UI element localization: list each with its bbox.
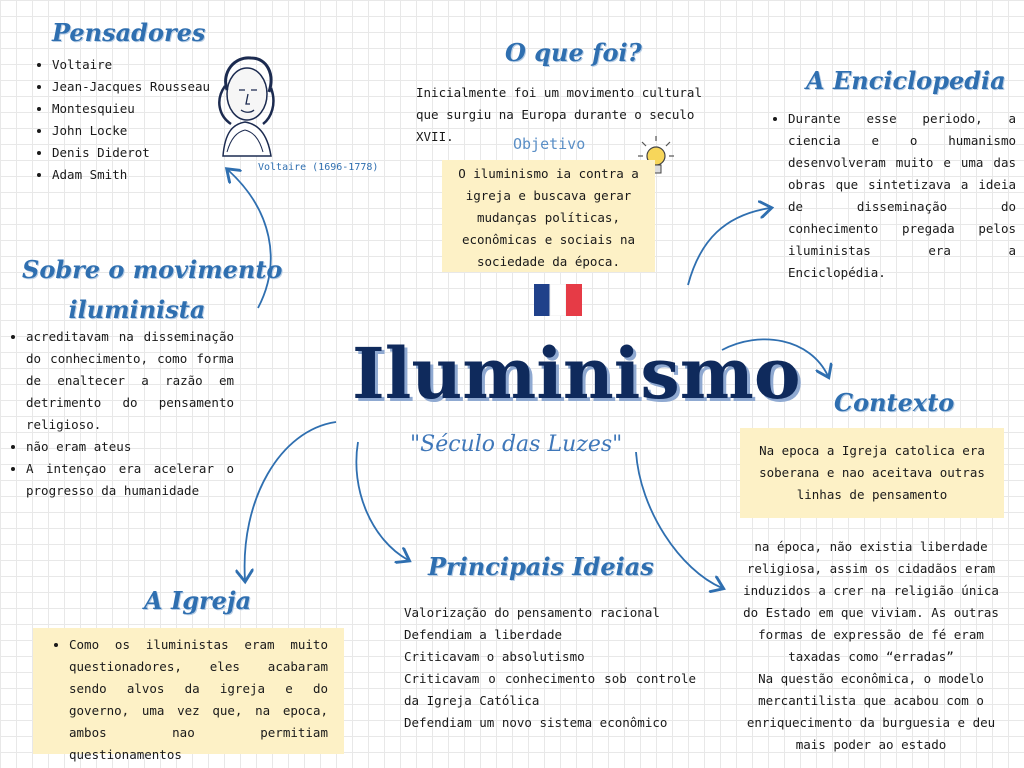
ideia-item: Valorização do pensamento racional — [404, 605, 660, 620]
pensador-item: • Voltaire — [52, 54, 210, 76]
igreja-item: • Como os iluministas eram muito questionadores, eles acabaram sendo alvos da igreja e do governo, uma vez que, na epoca, ambos nao permitiam questionamentos — [69, 634, 328, 766]
objetivo-label: Objetivo — [513, 135, 586, 153]
voltaire-portrait — [205, 52, 285, 158]
sobre-item: • acreditavam na disseminação do conhecimento, como forma de enaltecer a razão em detrimento do pensamento religioso. — [26, 326, 234, 436]
igreja-list — [51, 634, 328, 766]
sobre-list — [8, 326, 234, 502]
oque-title: O que foi? — [505, 38, 642, 67]
arrow-to-igreja — [245, 422, 336, 580]
pensador-item: • Montesquieu — [52, 98, 210, 120]
contexto-text — [734, 536, 1008, 756]
igreja-box — [33, 628, 344, 762]
france-flag-icon — [534, 284, 582, 316]
contexto-text-1: na época, não existia liberdade religiosa, assim os cidadãos eram induzidos a crer na religião única do Estado em que viviam. As outras formas de expressão de fé eram taxadas como “erradas” — [743, 539, 999, 664]
contexto-box: Na epoca a Igreja catolica era soberana e nao aceitava outras linhas de pensamento — [740, 428, 1004, 518]
portrait-caption: Voltaire (1696-1778) — [258, 162, 379, 173]
ideia-item: Defendiam a liberdade — [404, 627, 563, 642]
enciclopedia-list — [770, 108, 1016, 284]
arrow-to-ideias — [356, 442, 408, 560]
sobre-item: • não eram ateus — [26, 436, 234, 458]
ideia-item: Criticavam o absolutismo — [404, 649, 585, 664]
pensador-item: • Adam Smith — [52, 164, 210, 186]
sobre-title-line1: Sobre o movimento — [22, 255, 283, 284]
pensador-item: • John Locke — [52, 120, 210, 142]
enciclopedia-title: A Enciclopedia — [806, 66, 1006, 95]
ideia-item: Criticavam o conhecimento sob controle da Igreja Católica — [404, 671, 696, 708]
ideias-list — [404, 602, 696, 734]
sobre-title-line2: iluminista — [68, 295, 206, 324]
pensador-item: • Jean-Jacques Rousseau — [52, 76, 210, 98]
pensador-item: • Denis Diderot — [52, 142, 210, 164]
pensadores-title: Pensadores — [52, 18, 206, 47]
sobre-title — [22, 250, 283, 330]
arrow-to-enciclopedia — [688, 208, 770, 285]
central-subtitle: "Século das Luzes" — [410, 432, 623, 457]
contexto-title: Contexto — [834, 388, 955, 417]
ideia-item: Defendiam um novo sistema econômico — [404, 715, 668, 730]
ideias-title: Principais Ideias — [428, 552, 654, 581]
oque-text: Inicialmente foi um movimento cultural que surgiu na Europa durante o seculo XVII. — [416, 85, 702, 144]
contexto-text-2: Na questão econômica, o modelo mercantilista que acabou com o enriquecimento da burguesia e deu mais poder ao estado — [746, 671, 996, 752]
sobre-item: • A intençao era acelerar o progresso da humanidade — [26, 458, 234, 502]
pensadores-list — [34, 54, 210, 186]
objetivo-box: O iluminismo ia contra a igreja e buscava gerar mudanças políticas, econômicas e sociais na sociedade da época. — [442, 160, 655, 272]
igreja-title: A Igreja — [144, 586, 252, 615]
enciclopedia-item: • Durante esse periodo, a ciencia e o humanismo desenvolveram muito e uma das obras que sintetizava a ideia de disseminação do conhecimento pregada pelos iluministas era a Enciclopédia. — [788, 108, 1016, 284]
central-title: Iluminismo — [352, 332, 801, 415]
